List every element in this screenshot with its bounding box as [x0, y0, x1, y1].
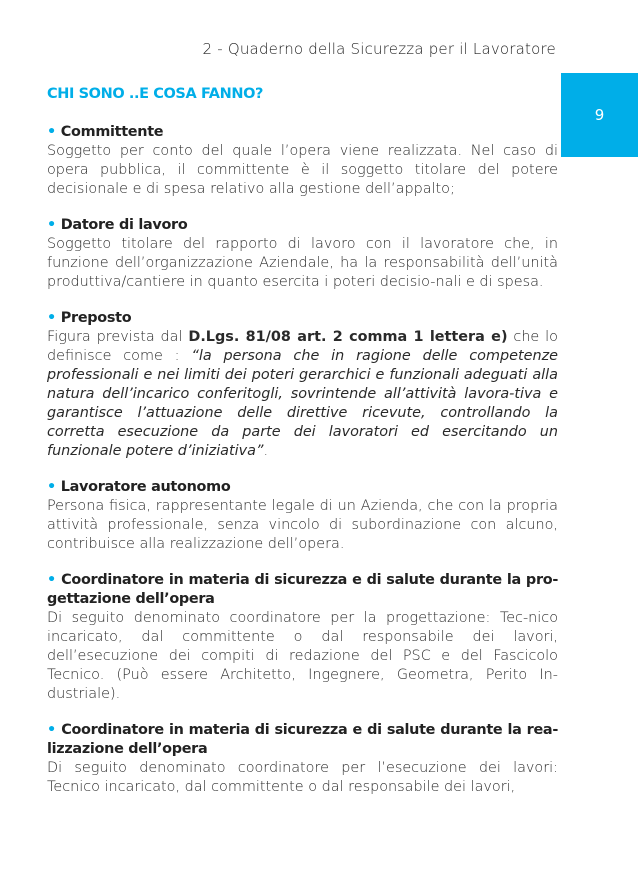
section-title: CHI SONO ..E COSA FANNO?: [47, 86, 264, 102]
bullet-icon: •: [47, 572, 57, 588]
entry-term: Lavoratore autonomo: [60, 479, 231, 495]
entry-term: Datore di lavoro: [60, 217, 188, 233]
entry-heading: [47, 721, 558, 759]
entry-description: Di seguito denominato coordinatore per l’esecuzione dei lavori: Tecnico incaricato, dal committente o dal responsabile dei lavori,: [47, 760, 558, 795]
entry-heading: [47, 478, 558, 497]
desc-suffix: .: [263, 443, 269, 459]
entry-coordinatore-esecuzione: [47, 721, 558, 797]
entry-description: Soggetto titolare del rapporto di lavoro con il lavoratore che, in funzione dell’organizzazione Aziendale, ha la responsabilità dell’unità produttiva/cantiere in quanto esercita i poteri decisio-nali e di spesa.: [47, 236, 558, 290]
entry-heading: [47, 571, 558, 609]
page-content: [47, 85, 558, 814]
entry-term: Coordinatore in materia di sicurezza e di salute durante la rea-lizzazione dell’opera: [47, 722, 558, 757]
page-number-tab: [561, 73, 638, 157]
page-number: 9: [594, 106, 605, 124]
entry-term: Coordinatore in materia di sicurezza e di salute durante la pro-gettazione dell’opera: [47, 572, 558, 607]
entry-heading: [47, 216, 558, 235]
entry-heading: [47, 309, 558, 328]
entry-term: Preposto: [60, 310, 132, 326]
entry-description: Di seguito denominato coordinatore per la progettazione: Tec-nico incaricato, dal committente o dal responsabile dei lavori, dell’esecuzione dei compiti di redazione del PSC e del Fascicolo Tecnico. (Può essere Architetto, Ingegnere, Geometra, Perito In-dustriale).: [47, 610, 558, 702]
bullet-icon: •: [47, 479, 57, 495]
bullet-icon: •: [47, 124, 57, 140]
bullet-icon: •: [47, 217, 57, 233]
law-quote: “la persona che in ragione delle competenze professionali e nei limiti dei poteri gerarchici e funzionali adeguati alla natura dell’incarico conferitogli, sovrintende all’attività lavora-tiva e garantisce l’attuazione delle direttive ricevute, controllando la corretta esecuzione da parte dei lavoratori ed esercitando un funzionale potere d’iniziativa”: [47, 348, 558, 459]
desc-mid: che lo definisce come :: [47, 329, 558, 364]
entry-lavoratore-autonomo: [47, 478, 558, 554]
entry-term: Committente: [60, 124, 164, 140]
entry-description: Soggetto per conto del quale l’opera viene realizzata. Nel caso di opera pubblica, il committente è il soggetto titolare del potere decisionale e di spesa relativo alla gestione dell’appalto;: [47, 143, 558, 197]
entry-preposto: [47, 309, 558, 461]
bullet-icon: •: [47, 722, 57, 738]
entry-description: Persona fisica, rappresentante legale di un Azienda, che con la propria attività professionale, senza vincolo di subordinazione con alcuno, contribuisce alla realizzazione dell’opera.: [47, 498, 558, 552]
running-header: 2 - Quaderno della Sicurezza per il Lavoratore: [202, 40, 556, 58]
entry-coordinatore-progettazione: [47, 571, 558, 704]
entry-description: [47, 328, 558, 461]
law-reference: D.Lgs. 81/08 art. 2 comma 1 lettera e): [188, 329, 508, 345]
entry-heading: [47, 123, 558, 142]
bullet-icon: •: [47, 310, 57, 326]
entry-committente: [47, 123, 558, 199]
desc-prefix: Figura prevista dal: [47, 329, 189, 345]
entry-datore-di-lavoro: [47, 216, 558, 292]
